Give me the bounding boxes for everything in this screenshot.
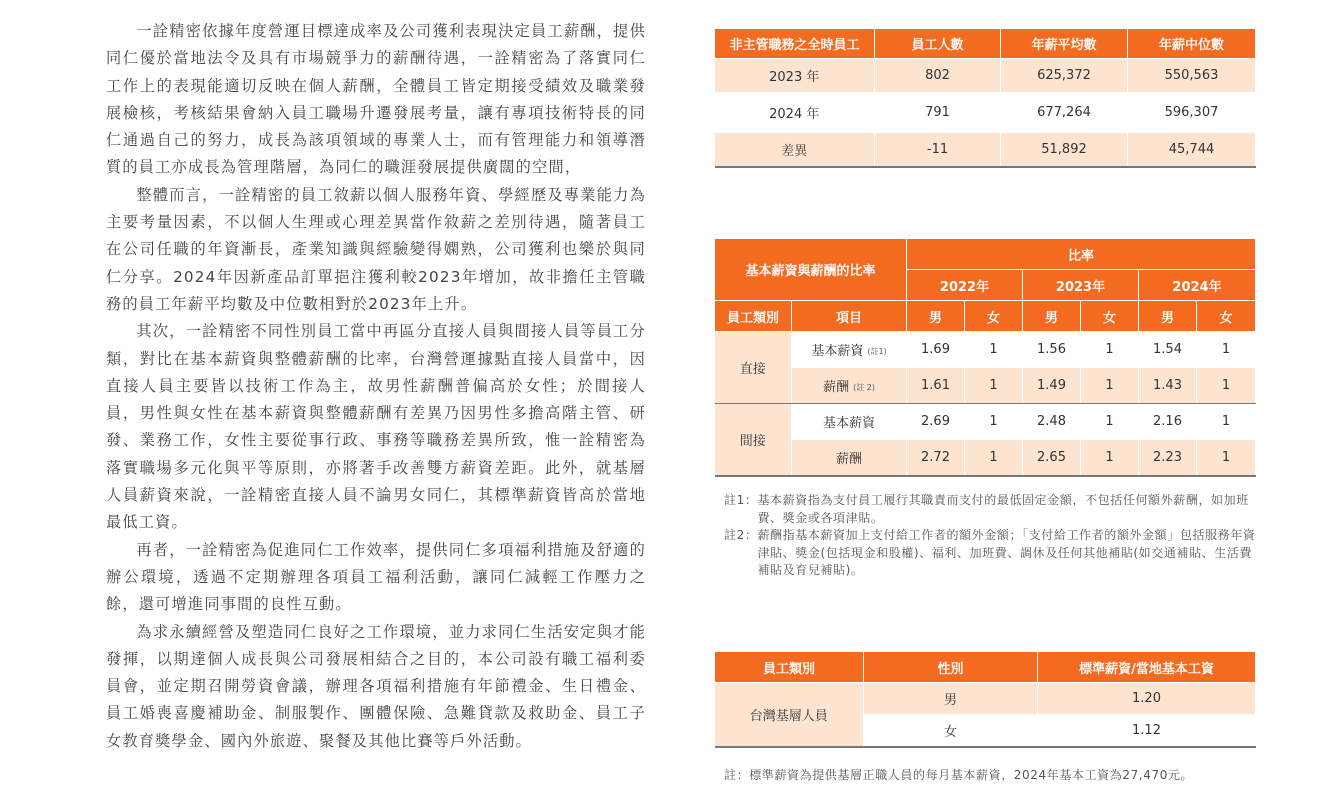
cell: 550,563 (1128, 59, 1256, 93)
table-row (715, 404, 1256, 440)
header-average-salary: 年薪平均數 (1001, 29, 1128, 59)
cell: 625,372 (1001, 59, 1128, 93)
cell: 2.72 (907, 440, 965, 476)
table-row (715, 133, 1256, 167)
paragraph-4: 再者，一詮精密為促進同仁工作效率，提供同仁多項福利措施及舒適的辦公環境，透過不定期辦理各項員工福利活動，讓同仁減輕工作壓力之餘，還可增進同事間的良性互動。 (106, 540, 646, 614)
cell: 1.61 (907, 368, 965, 404)
header-gender: 性別 (864, 652, 1038, 683)
note-1 (724, 492, 1256, 527)
group-direct: 直接 (715, 332, 792, 404)
cell: 802 (875, 59, 1001, 93)
cell: 1 (965, 404, 1023, 440)
item-label: 薪酬 (823, 380, 850, 395)
header-wage-ratio: 標準薪資/當地基本工資 (1038, 652, 1256, 683)
cell: 1 (1197, 404, 1256, 440)
cell: 1.49 (1023, 368, 1081, 404)
paragraph-5: 為求永續經營及塑造同仁良好之工作環境，並力求同仁生活安定與才能發揮，以期達個人成長與公司發展相結合之目的，本公司設有職工福利委員會，並定期召開勞資會議，辦理各項福利措施有年節禮金、生日禮金、員工婚喪喜慶補助金、制服製作、團體保險、急難貸款及救助金、員工子女教育獎學金、國內外旅遊、聚餐及其他比賽等戶外活動。 (106, 622, 646, 750)
cell: 2.69 (907, 404, 965, 440)
cell: 1 (1197, 440, 1256, 476)
cell: 1 (965, 332, 1023, 368)
cell: 1.56 (1023, 332, 1081, 368)
cell: 1 (965, 368, 1023, 404)
header-male: 男 (1139, 301, 1197, 332)
paragraph-1: 一詮精密依據年度營運目標達成率及公司獲利表現決定員工薪酬，提供同仁優於當地法令及具有市場競爭力的薪酬待遇，一詮精密為了落實同仁工作上的表現能適切反映在個人薪酬，全體員工皆定期接受績效及職業發展檢核，考核結果會納入員工職場升遷發展考量，讓有專項技術特長的同仁通過自己的努力，成長為該項領域的專業人士，而有管理能力和領導潛質的員工亦成長為管理階層，為同仁的職涯發展提供廣闊的空間， (106, 22, 646, 177)
header-item: 項目 (792, 301, 907, 332)
category-cell: 台灣基層人員 (715, 683, 864, 747)
header-employee-category: 員工類別 (715, 652, 864, 683)
header-year-2023: 2023年 (1023, 270, 1139, 301)
cell: 2024 年 (715, 93, 875, 133)
item-cell (792, 332, 907, 368)
cell: 2.65 (1023, 440, 1081, 476)
note-text: 基本薪資指為支付員工履行其職責而支付的最低固定金額，不包括任何額外薪酬，如加班費、獎金或各項津貼。 (757, 493, 1249, 525)
cell: 1.20 (1038, 683, 1256, 715)
table-row (715, 93, 1256, 133)
cell: 1 (1081, 332, 1139, 368)
cell: 2.48 (1023, 404, 1081, 440)
cell: -11 (875, 133, 1001, 167)
header-median-salary: 年薪中位數 (1128, 29, 1256, 59)
header-female: 女 (965, 301, 1023, 332)
cell: 1 (1081, 368, 1139, 404)
item-cell (792, 404, 907, 440)
item-label: 基本薪資 (811, 344, 864, 359)
cell: 2.16 (1139, 404, 1197, 440)
item-cell (792, 440, 907, 476)
header-female: 女 (1081, 301, 1139, 332)
table-row (715, 440, 1256, 476)
item-label: 薪酬 (836, 451, 863, 467)
header-ratio: 比率 (907, 239, 1256, 270)
cell: 1.43 (1139, 368, 1197, 404)
cell: 女 (864, 715, 1038, 747)
item-label: 基本薪資 (823, 416, 876, 431)
header-year-2022: 2022年 (907, 270, 1023, 301)
header-non-manager-staff: 非主管職務之全時員工 (715, 29, 875, 59)
paragraph-2: 整體而言，一詮精密的員工敘薪以個人服務年資、學經歷及專業能力為主要考量因素，不以個人生理或心理差異當作敘薪之差別待遇，隨著員工在公司任職的年資漸長，產業知識與經驗變得嫻熟，公司獲利也樂於與同仁分享。2024年因新產品訂單挹注獲利較2023年增加，故非擔任主管職務的員工年薪平均數及中位數相對於2023年上升。 (106, 185, 646, 313)
note-label: 註2： (724, 528, 758, 542)
cell: 51,892 (1001, 133, 1128, 167)
salary-ratio-table (714, 238, 1256, 477)
footnote-ref: (註1) (867, 347, 887, 356)
paragraph-3: 其次，一詮精密不同性別員工當中再區分直接人員與間接人員等員工分類，對比在基本薪資與整體薪酬的比率，台灣營運據點直接人員當中，因直接人員主要皆以技術工作為主，故男性薪酬普偏高於女性；於間接人員，男性與女性在基本薪資與整體薪酬有差異乃因男性多擔高階主管、研發、業務工作，女性主要從事行政、事務等職務差異所致，惟一詮精密為落實職場多元化與平等原則，亦將著手改善雙方薪資差距。此外，就基層人員薪資來說，一詮精密直接人員不論男女同仁，其標準薪資皆高於當地最低工資。 (106, 322, 646, 532)
salary-stats-table (714, 28, 1256, 168)
cell: 45,744 (1128, 133, 1256, 167)
standard-wage-table (714, 651, 1256, 748)
table-row (715, 59, 1256, 93)
header-ratio-title: 基本薪資與薪酬的比率 (715, 239, 907, 301)
header-category: 員工類別 (715, 301, 792, 332)
table-row (715, 683, 1256, 715)
header-headcount: 員工人數 (875, 29, 1001, 59)
header-male: 男 (1023, 301, 1081, 332)
header-male: 男 (907, 301, 965, 332)
body-text (106, 18, 646, 755)
cell: 677,264 (1001, 93, 1128, 133)
cell: 791 (875, 93, 1001, 133)
table3-note: 註：標準薪資為提供基層正職人員的每月基本薪資，2024年基本工資為27,470元。 (724, 768, 1194, 782)
cell: 男 (864, 683, 1038, 715)
note-2 (724, 527, 1256, 580)
cell: 1 (1197, 332, 1256, 368)
note-label: 註1： (724, 493, 758, 507)
group-indirect: 間接 (715, 404, 792, 476)
table-row (715, 332, 1256, 368)
footnote-ref: (註 2) (853, 383, 875, 392)
cell: 2023 年 (715, 59, 875, 93)
cell: 1 (1197, 368, 1256, 404)
cell: 1.54 (1139, 332, 1197, 368)
cell: 差異 (715, 133, 875, 167)
header-female: 女 (1197, 301, 1256, 332)
header-year-2024: 2024年 (1139, 270, 1256, 301)
cell: 1 (1081, 404, 1139, 440)
cell: 2.23 (1139, 440, 1197, 476)
item-cell (792, 368, 907, 404)
note-text: 薪酬指基本薪資加上支付給工作者的額外金額；「支付給工作者的額外金額」包括服務年資津貼、獎金(包括現金和股權)、福利、加班費、調休及任何其他補貼(如交通補貼、生活費補貼及育兒補貼)。 (757, 528, 1256, 577)
cell: 1.12 (1038, 715, 1256, 747)
cell: 1 (965, 440, 1023, 476)
table-row (715, 368, 1256, 404)
cell: 1.69 (907, 332, 965, 368)
cell: 1 (1081, 440, 1139, 476)
cell: 596,307 (1128, 93, 1256, 133)
table2-notes (724, 492, 1256, 580)
